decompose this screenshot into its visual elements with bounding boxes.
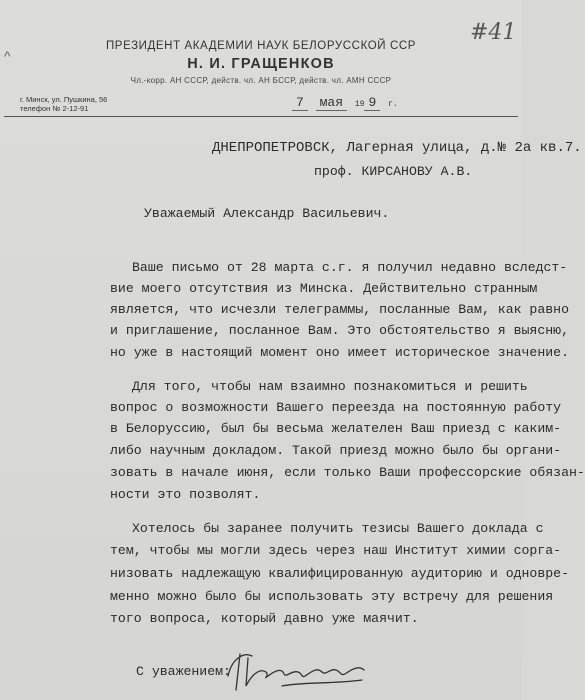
date-day: 7 bbox=[292, 95, 308, 111]
paragraph-3-line-4: менно можно было бы использовать эту встречу для решения bbox=[110, 589, 554, 604]
paragraph-2-line-1: Для того, чтобы нам взаимно познакомиться и решить bbox=[132, 379, 528, 394]
paragraph-2-line-3: в Белоруссию, был бы весьма желателен Ваш приезд с каким- bbox=[110, 421, 562, 436]
letterhead-divider bbox=[4, 116, 518, 117]
paragraph-3-line-3: низовать надлежащую квалифицированную аудиторию и одновре- bbox=[110, 566, 569, 581]
date-year-prefix: 19 bbox=[354, 100, 365, 109]
paragraph-3-line-5: того вопроса, который давно уже маячит. bbox=[110, 611, 419, 626]
paragraph-1-line-4: и приглашение, посланное Вам. Это обстоятельство я выясню, bbox=[110, 323, 569, 338]
handwritten-signature bbox=[222, 646, 372, 694]
closing: С уважением: bbox=[136, 664, 231, 679]
sender-phone: телефон № 2-12-91 bbox=[20, 104, 89, 113]
sender-address: г. Минск, ул. Пушкина, 56 bbox=[20, 95, 108, 104]
paragraph-1-line-1: Ваше письмо от 28 марта с.г. я получил недавно вследст- bbox=[132, 260, 568, 275]
date-year-suffix: г. bbox=[388, 100, 398, 109]
letter-date bbox=[292, 95, 398, 110]
paragraph-2-line-4: либо научным докладом. Такой приезд можно было бы органи- bbox=[110, 443, 562, 458]
paragraph-1-line-5: но уже в настоящий момент оно имеет историческое значение. bbox=[110, 345, 569, 360]
recipient-name: проф. КИРСАНОВУ А.В. bbox=[314, 164, 473, 179]
letterhead-name: Н. И. ГРАЩЕНКОВ bbox=[187, 56, 335, 72]
paragraph-1-line-3: является, что исчезли телеграммы, посланные Вам, как равно bbox=[110, 302, 569, 317]
corner-mark: ^ bbox=[4, 48, 11, 64]
date-month: мая bbox=[316, 95, 347, 111]
paragraph-3-line-2: тем, чтобы мы могли здесь через наш Институт химии сорга- bbox=[110, 543, 562, 558]
paragraph-2-line-6: ности это позволят. bbox=[110, 487, 261, 502]
letterhead-title: ПРЕЗИДЕНТ АКАДЕМИИ НАУК БЕЛОРУССКОЙ ССР bbox=[105, 40, 417, 52]
paragraph-2-line-5: зовать в начале июня, если только Ваши профессорские обязан- bbox=[110, 465, 585, 480]
handwritten-folio-mark: #41 bbox=[470, 20, 517, 45]
date-year: 9 bbox=[364, 95, 380, 111]
recipient-address: ДНЕПРОПЕТРОВСК, Лагерная улица, д.№ 2а кв.7. bbox=[212, 140, 582, 156]
letterhead-credentials: Чл.-корр. АН СССР, действ. чл. АН БССР, действ. чл. АМН СССР bbox=[130, 76, 392, 85]
paragraph-1-line-2: вие моего отсутствия из Минска. Действительно странным bbox=[110, 281, 538, 296]
paragraph-3-line-1: Хотелось бы заранее получить тезисы Вашего доклада с bbox=[132, 521, 544, 536]
salutation: Уважаемый Александр Васильевич. bbox=[144, 206, 390, 221]
paragraph-2-line-2: вопрос о возможности Вашего переезда на постоянную работу bbox=[110, 400, 562, 415]
